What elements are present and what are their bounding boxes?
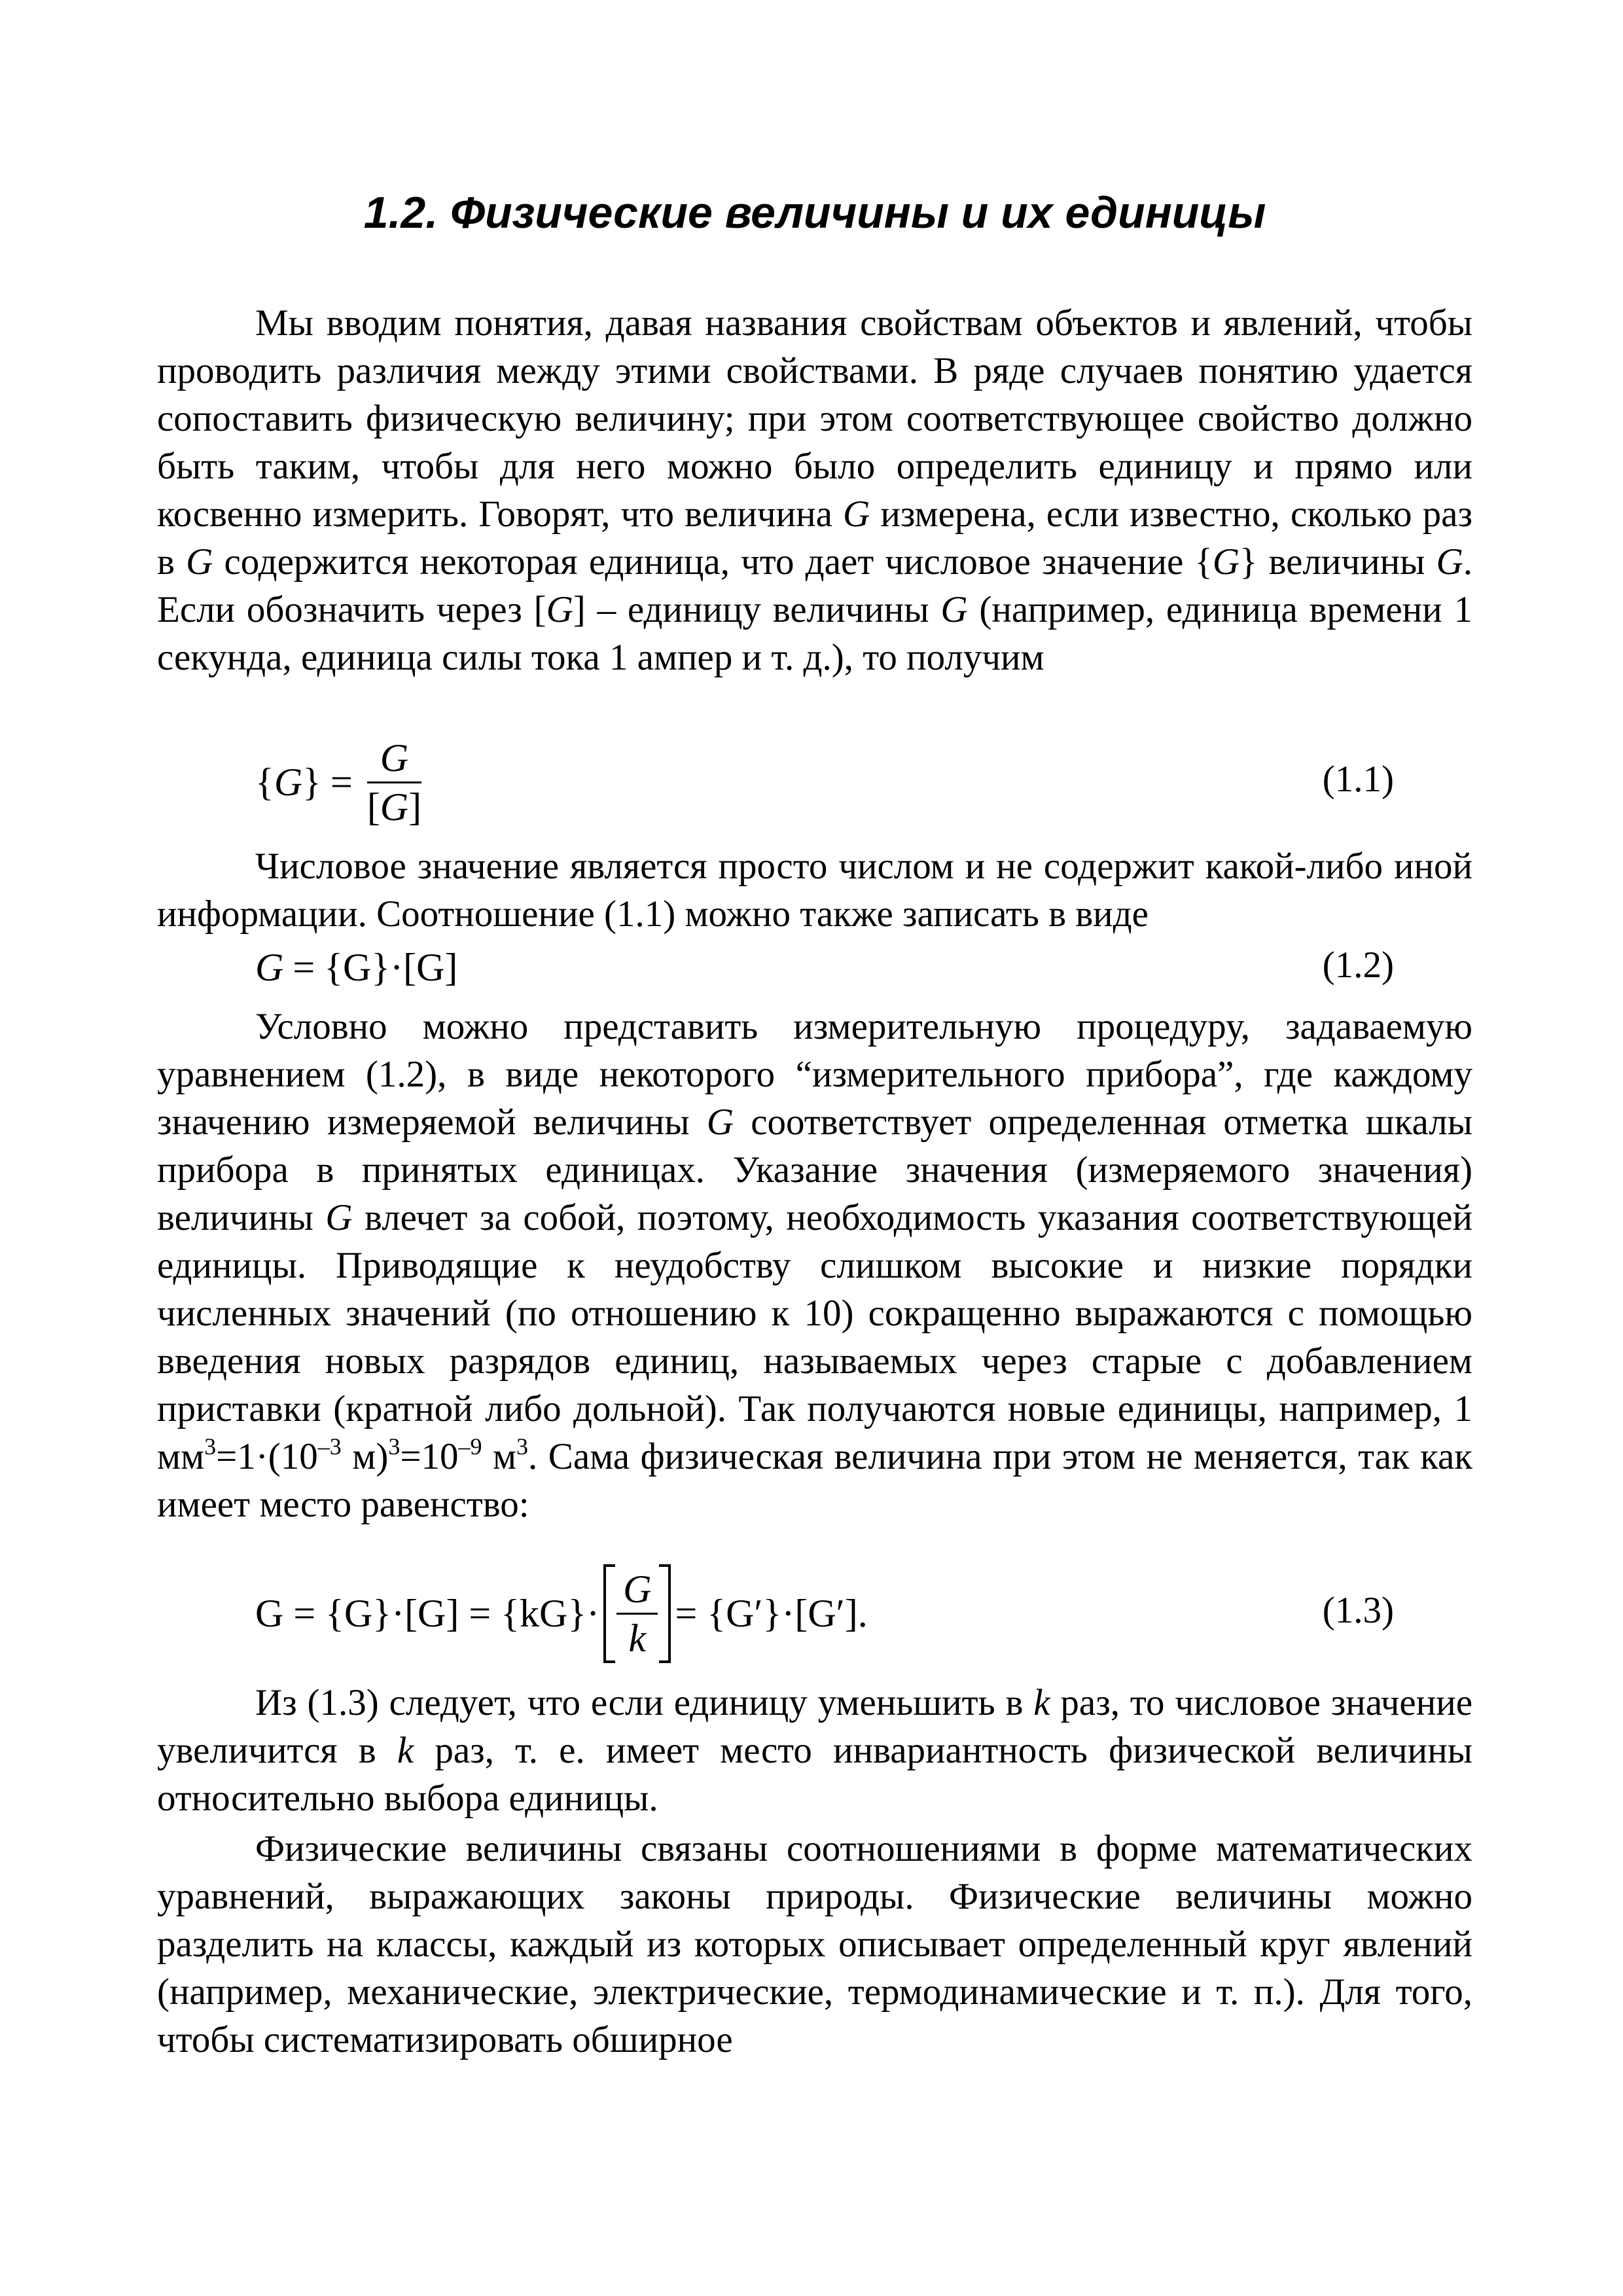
equals-sign: = xyxy=(293,945,315,989)
equation-body xyxy=(255,726,427,838)
p3-text: . Сама физическая величина при этом не меняется, так как имеет место равенство: xyxy=(157,1436,1472,1525)
var-g: G xyxy=(255,945,284,989)
p4-text: раз, т. е. имеет место инвариантность физической величины относительно выбора единицы. xyxy=(157,1730,1472,1819)
var-g: G xyxy=(1212,541,1240,583)
var-g: G xyxy=(186,541,213,583)
brace-open: { xyxy=(255,760,274,804)
p1-text: Мы вводим понятия, давая названия свойствам объектов и явлений, чтобы проводить различия между этими свойствами. В ряде случаев понятию удается сопоставить физическую величину; при этом соответствующее свойство должно быть таким, чтобы для него можно было определить единицу и прямо или косвенно измерить. Говорят, что величина xyxy=(157,302,1472,535)
p3-text: м) xyxy=(341,1436,389,1477)
equation-rhs: = {G′}·[G′]. xyxy=(675,1591,868,1635)
var-g: G xyxy=(546,589,573,630)
p5-text: Физические величины связаны соотношениями в форме математических уравнений, выражающих законы природы. Физические величины можно разделить на классы, каждый из которых описывает определенный круг явлений (например, механические, электрические, термодинамические и т. п.). Для того, чтобы систематизировать обширное xyxy=(157,1828,1472,2060)
p3-text: =10 xyxy=(400,1436,459,1477)
brace-close: } xyxy=(302,760,321,804)
superscript: 3 xyxy=(516,1433,529,1460)
big-bracket xyxy=(603,1564,671,1663)
equation-body xyxy=(255,941,457,994)
equation-1-2 xyxy=(255,941,1472,994)
paragraph-5 xyxy=(157,1825,1472,2064)
superscript: –3 xyxy=(317,1433,342,1460)
superscript: 3 xyxy=(204,1433,217,1460)
p3-text: м xyxy=(482,1436,517,1477)
equation-rhs: {G}·[G] xyxy=(324,945,458,989)
denominator: k xyxy=(628,1616,647,1660)
var-g: G xyxy=(940,589,968,630)
paragraph-2 xyxy=(157,842,1472,938)
var-k: k xyxy=(397,1730,414,1771)
equation-number: (1.1) xyxy=(1322,759,1394,800)
fraction xyxy=(616,1566,658,1662)
equation-lhs: G = {G}·[G] = {kG}· xyxy=(255,1591,600,1635)
p1-text: ] – единицу величины xyxy=(573,589,941,630)
equation-body xyxy=(255,1558,868,1669)
denominator xyxy=(367,783,421,831)
paragraph-4 xyxy=(157,1679,1472,1822)
var-g: G xyxy=(380,785,409,829)
bracket-open: [ xyxy=(366,785,380,829)
p3-text: =1·(10 xyxy=(216,1436,318,1477)
superscript: –9 xyxy=(458,1433,482,1460)
equation-number: (1.2) xyxy=(1322,944,1394,986)
p1-text: } величины xyxy=(1240,541,1436,583)
numerator: G xyxy=(380,736,409,780)
paragraph-3 xyxy=(157,1003,1472,1528)
var-k: k xyxy=(1033,1682,1050,1723)
p2-text: Числовое значение является просто числом и не содержит какой-либо иной информации. Соотношение (1.1) можно также записать в виде xyxy=(157,846,1472,935)
paragraph-1 xyxy=(157,299,1472,681)
p3-text: Условно можно представить измерительную процедуру, задаваемую уравнением (1.2), в виде некоторого “измерительного прибора”, где каждому значению измеряемой величины xyxy=(157,1006,1472,1143)
superscript: 3 xyxy=(388,1433,401,1460)
var-g: G xyxy=(325,1197,353,1238)
var-g: G xyxy=(706,1102,734,1143)
p4-text: Из (1.3) следует, что если единицу уменьшить в xyxy=(255,1682,1034,1723)
fraction xyxy=(367,734,421,831)
p4-text: раз, то числовое значение увеличится в xyxy=(157,1682,1473,1771)
var-g: G xyxy=(274,760,303,804)
p1-text: содержится некоторая единица, что дает числовое значение { xyxy=(213,541,1213,583)
p1-text: измерена, если известно, сколько раз в xyxy=(157,493,1472,583)
var-g: G xyxy=(1436,541,1463,583)
equals-sign: = xyxy=(330,760,353,804)
numerator: G xyxy=(623,1567,652,1611)
var-g: G xyxy=(843,493,870,535)
p3-text: соответствует определенная отметка шкалы прибора в принятых единицах. Указание значения (измеряемого значения) величины xyxy=(157,1102,1472,1238)
p3-text: влечет за собой, поэтому, необходимость указания соответствующей единицы. Приводящие к неудобству слишком высокие и низкие порядки численных значений (по отношению к 10) сокращенно выражаются с помощью введения новых разрядов единиц, называемых через старые с добавлением приставки (кратной либо дольной). Так получаются новые единицы, например, 1 мм xyxy=(157,1197,1472,1477)
equation-1-3 xyxy=(255,1558,1472,1669)
equation-1-1 xyxy=(255,726,1472,838)
equation-number: (1.3) xyxy=(1322,1590,1394,1631)
section-title: 1.2. Физические величины и их единицы xyxy=(363,188,1266,238)
p1-text: (например, единица времени 1 секунда, единица силы тока 1 ампер и т. д.), то получим xyxy=(157,589,1472,678)
p1-text: . Если обозначить через [ xyxy=(157,541,1472,630)
bracket-close: ] xyxy=(408,785,422,829)
